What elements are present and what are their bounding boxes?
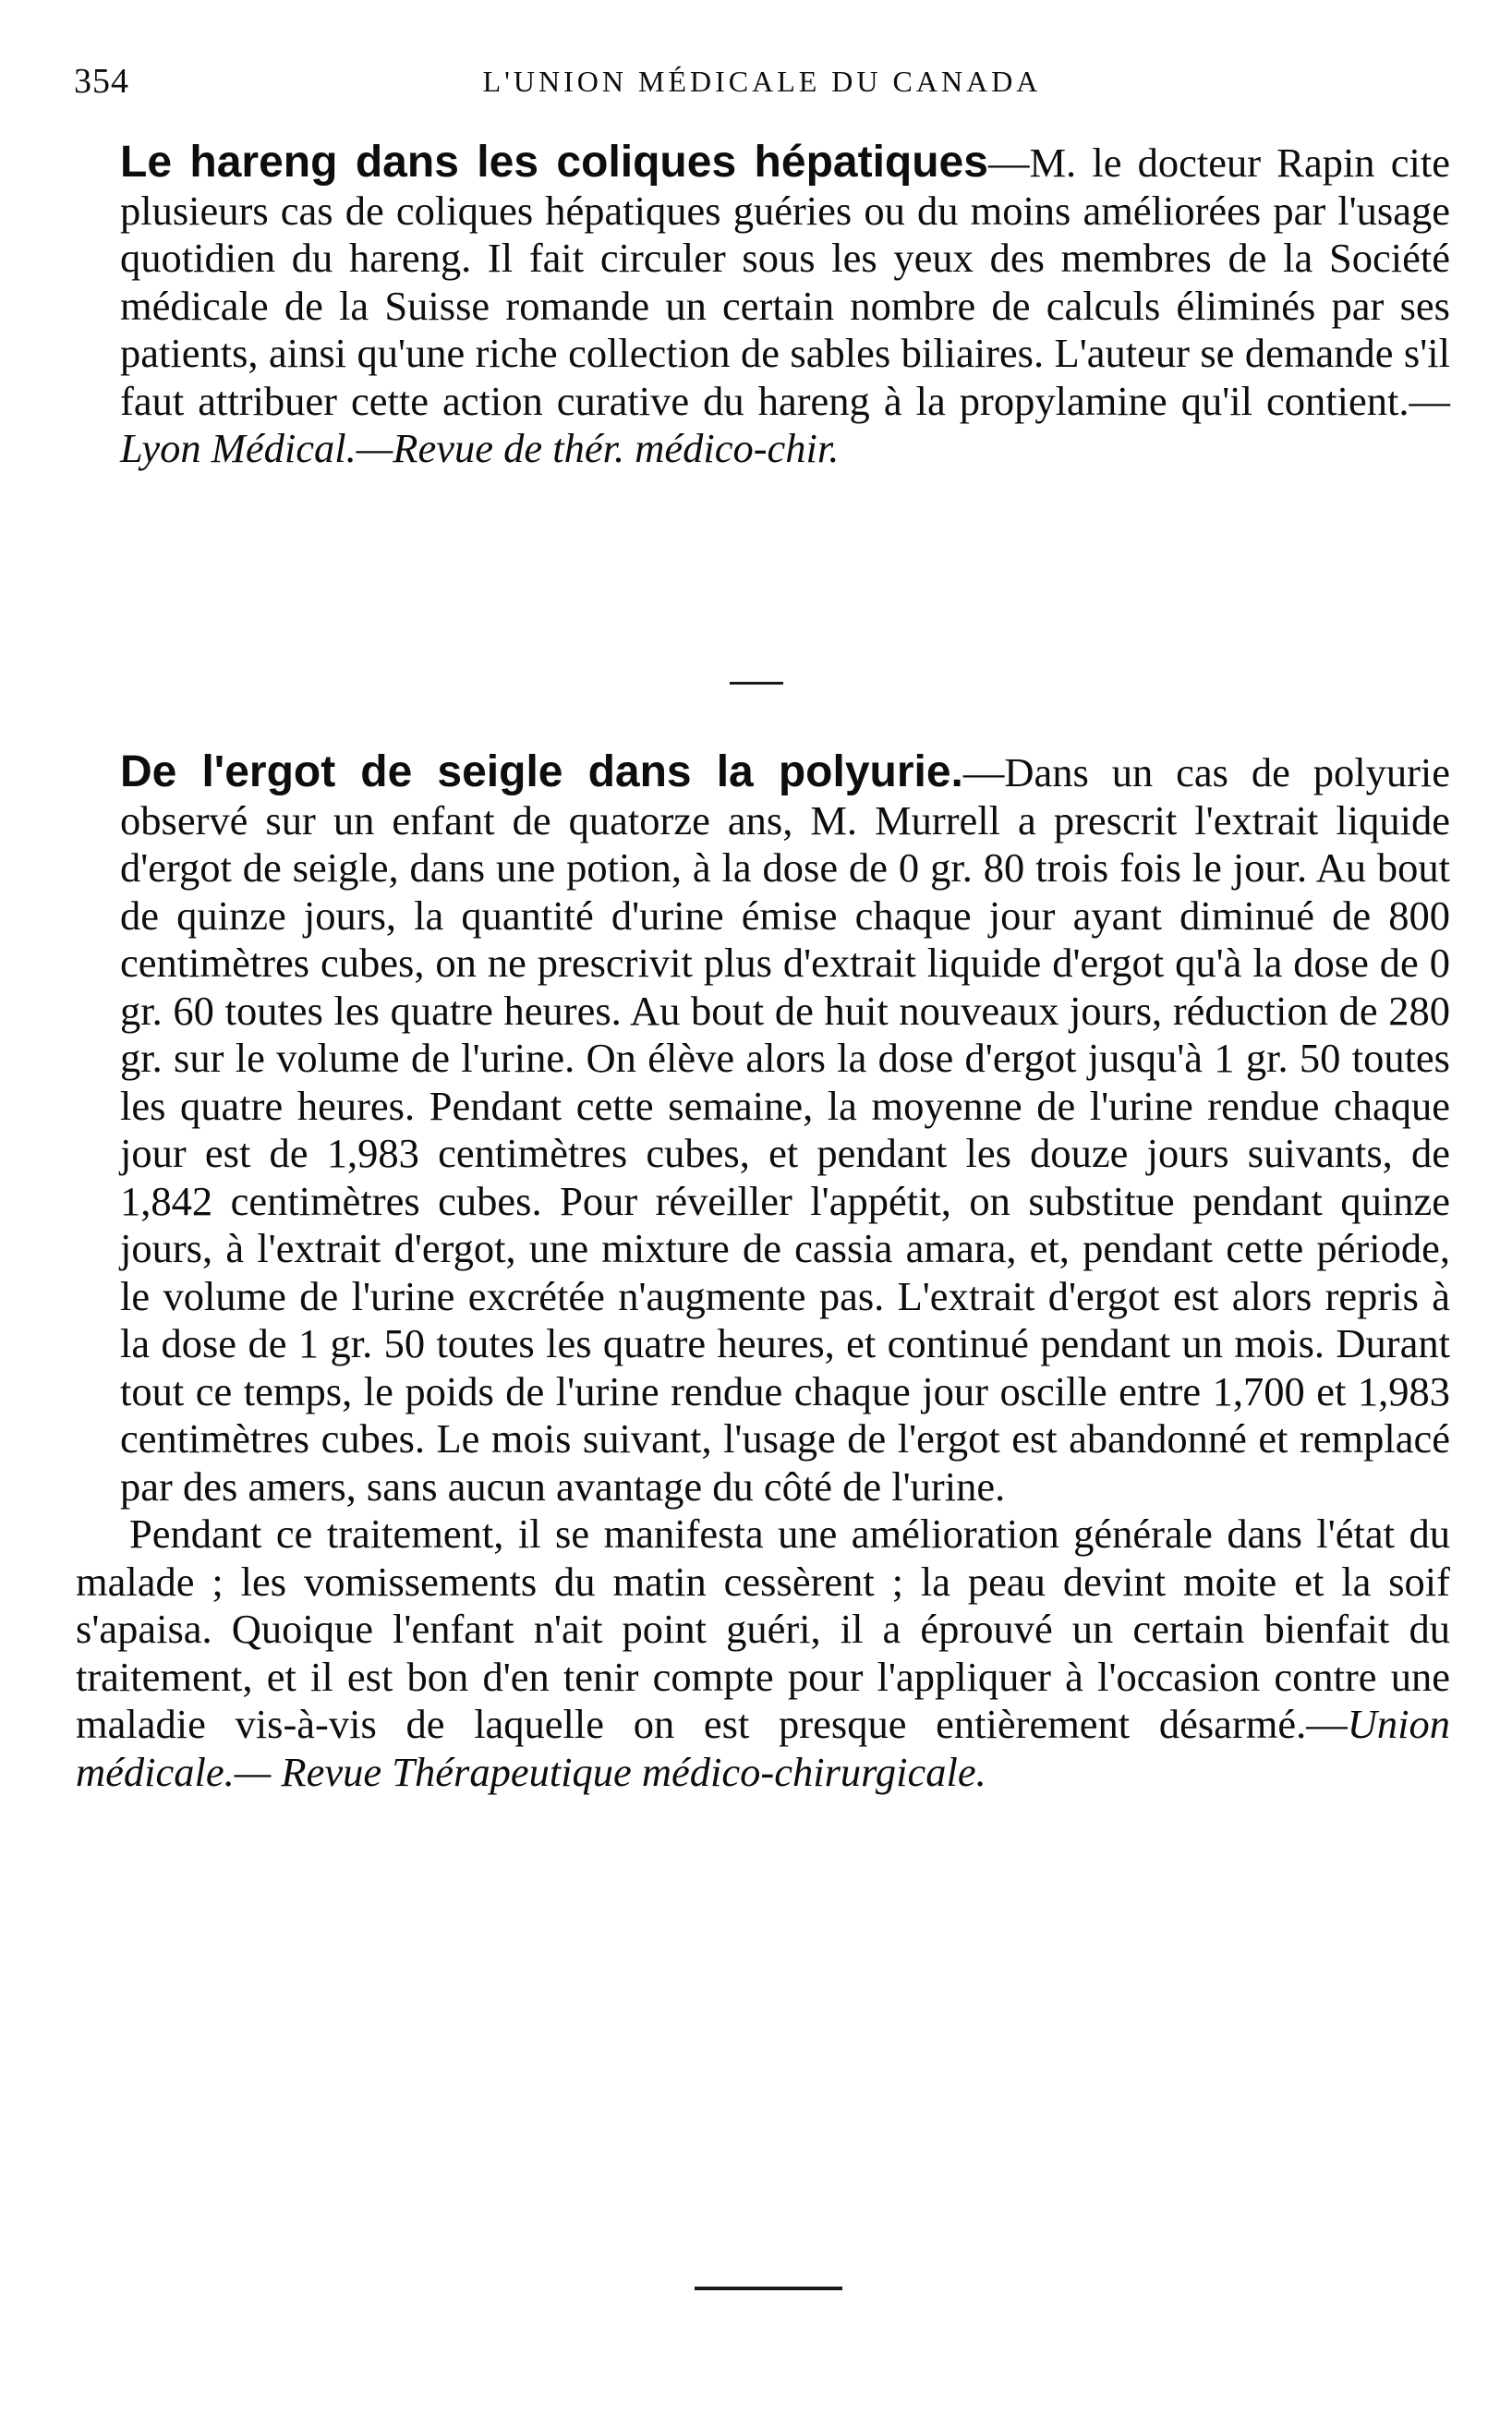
article-ergot bbox=[76, 748, 1450, 1796]
article-body: —Dans un cas de polyurie observé sur un enfant de quatorze ans, M. Murrell a prescrit l'extrait liquide d'ergot de seigle, dans une potion, à la dose de 0 gr. 80 trois fois le jour. Au bout de quinze jours, la quantité d'urine émise chaque jour ayant diminué de 800 centimètres cubes, on ne prescrivit plus d'extrait liquide d'ergot qu'à la dose de 0 gr. 60 toutes les quatre heures. Au bout de huit nouveaux jours, réduction de 280 gr. sur le volume de l'urine. On élève alors la dose d'ergot jusqu'à 1 gr. 50 toutes les quatre heures. Pendant cette semaine, la moyenne de l'urine rendue chaque jour est de 1,983 centimètres cubes, et pendant les douze jours suivants, de 1,842 centimètres cubes. Pour réveiller l'appétit, on substitue pendant quinze jours, à l'extrait d'ergot, une mixture de cassia amara, et, pendant cette période, le volume de l'urine excrétée n'augmente pas. L'extrait d'ergot est alors repris à la dose de 1 gr. 50 toutes les quatre heures, et continué pendant un mois. Durant tout ce temps, le poids de l'urine rendue chaque jour oscille entre 1,700 et 1,983 centimètres cubes. Le mois suivant, l'usage de l'ergot est abandonné et remplacé par des amers, sans aucun avantage du côté de l'urine. bbox=[120, 749, 1451, 1510]
page-number: 354 bbox=[74, 62, 129, 101]
article-source: Lyon Médical.—Revue de thér. médico-chir. bbox=[120, 425, 840, 471]
article-body: Pendant ce traitement, il se manifesta une amélioration générale dans l'état du malade ; les vomissements du matin cessèrent ; la peau devint moite et la soif s'apaisa. Quoique l'enfant n'ait point guéri, il a éprouvé un certain bienfait du traitement, et il est bon d'en tenir compte pour l'appliquer à l'occasion contre une maladie vis-à-vis de laquelle on est presque entièrement désarmé.— bbox=[76, 1511, 1450, 1747]
article-source: Union médicale.— Revue Thérapeutique médico-chirurgicale. bbox=[76, 1701, 1450, 1795]
article-paragraph bbox=[76, 139, 1450, 473]
article-hareng bbox=[76, 139, 1450, 473]
end-divider bbox=[695, 2287, 842, 2290]
running-title: L'UNION MÉDICALE DU CANADA bbox=[482, 65, 1042, 98]
article-title: Le hareng dans les coliques hépatiques bbox=[120, 138, 988, 187]
section-divider bbox=[730, 682, 783, 685]
page-header bbox=[74, 61, 1450, 116]
article-paragraph bbox=[76, 1511, 1450, 1796]
article-paragraph bbox=[76, 748, 1450, 1511]
article-body: —M. le docteur Rapin cite plusieurs cas de coliques hépatiques guéries ou du moins améliorées par l'usage quotidien du hareng. Il fait circuler sous les yeux des membres de la Société médicale de la Suisse romande un certain nombre de calculs éliminés par ses patients, ainsi qu'une riche collection de sables biliaires. L'auteur se demande s'il faut attribuer cette action curative du hareng à la propylamine qu'il contient.— bbox=[120, 140, 1450, 424]
article-title: De l'ergot de seigle dans la polyurie. bbox=[120, 747, 963, 796]
